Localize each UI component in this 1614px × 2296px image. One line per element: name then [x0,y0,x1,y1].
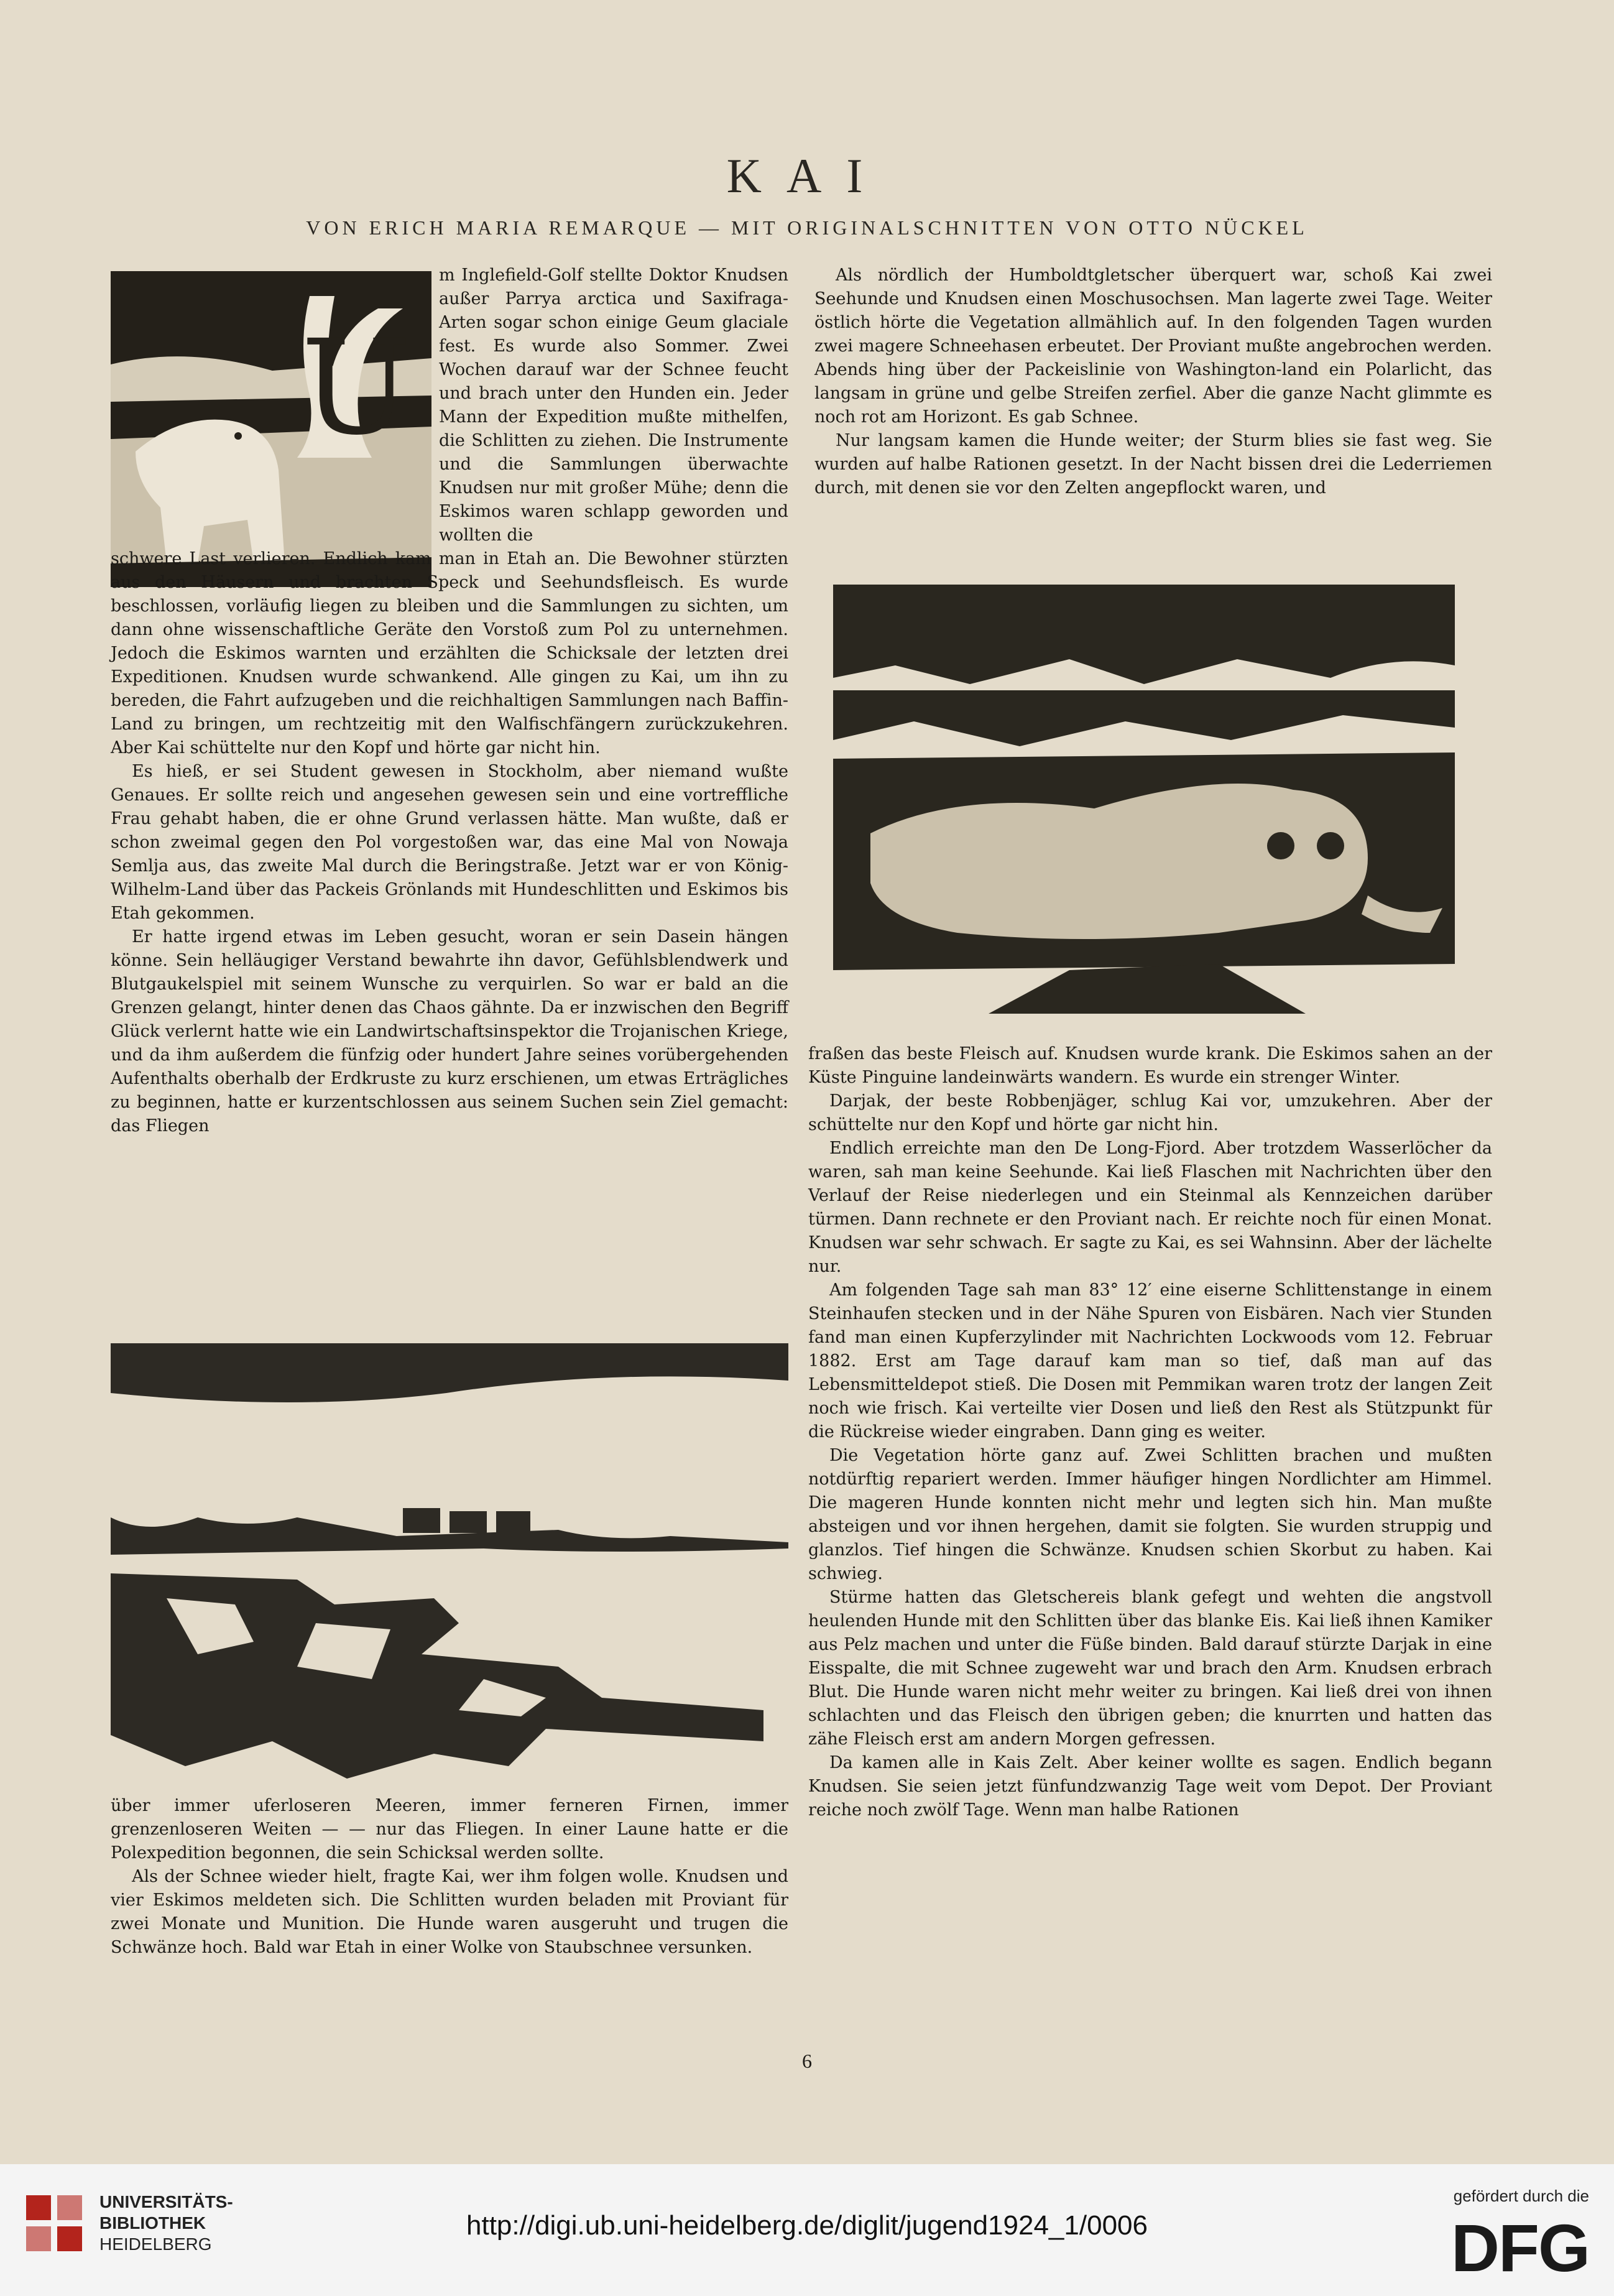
page-number: 6 [802,2050,812,2072]
paragraph: fraßen das beste Fleisch auf. Knudsen wurde krank. Die Eskimos sahen an der Küste Pinguine landeinwärts wandern. Es wurde ein strenger Winter. [808,1044,1492,1087]
paragraph: Als der Schnee wieder hielt, fragte Kai, wer ihm folgen wolle. Knudsen und vier Eskimos meldeten sich. Die Schlitten wurden beladen mit Proviant für zwei Monate und Munition. Die Hunde waren ausgeruht und trugen die Schwänze hoch. Bald war Etah in einer Wolke von Staubschnee versunken. [111,1867,788,1957]
paragraph: Als nördlich der Humboldtgletscher überquert war, schoß Kai zwei Seehunde und Knudsen einen Moschusochsen. Man lagerte zwei Tage. Weiter östlich hörte die Vegetation allmählich auf. In den folgenden Tagen wurden zwei magere Schneehasen erbeutet. Der Proviant mußte angebrochen werden. Abends hing über der Packeislinie von Washington-land ein Polarlicht, das langsam in grüne und gelbe Streifen zerfiel. Aber die ganze Nacht glimmte es noch rot am Horizont. Es gab Schnee. [814,266,1492,427]
paragraph-beside-initial: m Inglefield-Golf stellte Doktor Knudsen außer Parrya arctica und Saxifraga-Arten sogar schon einige Geum glaciale fest. Es wurde also Sommer. Zwei Wochen darauf war der Schnee feucht und brach unter den Hunden ein. Jeder Mann der Expedition mußte mithelfen, die Schlitten zu ziehen. Die Instrumente und die Sammlungen überwachte Knudsen nur mit großer Mühe; denn die Eskimos waren schlapp geworden und wollten die [439,266,788,545]
woodcut-pack-ice-settlement [111,1331,788,1791]
article-title: KAI [726,149,888,203]
paragraph: Nur langsam kamen die Hunde weiter; der Sturm blies sie fast weg. Sie wurden auf halbe Rationen gesetzt. In der Nacht bissen drei die Lederriemen durch, mit denen sie vor den Zelten angepflockt waren, und [814,431,1492,498]
article-subtitle: VON ERICH MARIA REMARQUE — MIT ORIGINALSCHNITTEN VON OTTO NÜCKEL [306,216,1308,239]
paragraph: Darjak, der beste Robbenjäger, schlug Kai vor, umzukehren. Aber der schüttelte nur den Kopf und hörte gar nicht hin. [808,1091,1492,1134]
dfg-logo[interactable]: DFG [1451,2210,1589,2285]
paragraph: Es hieß, er sei Student gewesen in Stockholm, aber niemand wußte Genaues. Er sollte reich und angesehen gewesen sein und eine vortreffliche Frau gehabt haben, die er ohne Grund verlassen hätte. Man wußte, daß er schon zweimal gegen den Pol vorgestoßen war, das eine Mal von Nowaja Semlja aus, das zweite Mal durch die Beringstraße. Jetzt war er von König-Wilhelm-Land über das Packeis Grönlands mit Hundeschlitten und Eskimos bis Etah gekommen. [111,762,788,923]
library-name-line: HEIDELBERG [99,2234,212,2254]
paragraph: schwere Last verlieren. Endlich kam man in Etah an. Die Bewohner stürzten aus den Häusern und brachten Speck und Seehundsfleisch. Es wurde beschlossen, vorläufig liegen zu bleiben und die Sammlungen zu sichten, um dann ohne wissenschaftliche Geräte den Vorstoß zum Pol zu unternehmen. Jedoch die Eskimos warnten und erzählten die Schicksale der letzten drei Expeditionen. Knudsen wurde schwankend. Alle gingen zu Kai, um ihn zu bereden, die Fahrt aufzugeben und die reichhaltigen Sammlungen nach Baffin-Land zu bringen, um rechtzeitig mit den Walfischfängern zurückzukehren. Aber Kai schüttelte nur den Kopf und hörte gar nicht hin. [111,549,788,757]
woodcut-seal-on-ice [833,585,1455,1014]
paragraph: Stürme hatten das Gletschereis blank gefegt und wehten die angstvoll heulenden Hunde mit den Schlitten über das blanke Eis. Kai ließ ihnen Kamiker aus Pelz machen und unter die Füße binden. Bald darauf stürzte Darjak in eine Eisspalte, die mit Schnee zugeweht war und brach den Arm. Knudsen erbrach Blut. Die Hunde waren nicht mehr weiter zu bringen. Kai ließ drei von ihnen schlachten und das Fleisch den übrigen geben; die knurrten und hatten das zähe Fleisch erst am andern Morgen gefressen. [808,1588,1492,1749]
paragraph: Am folgenden Tage sah man 83° 12′ eine eiserne Schlittenstange in einem Steinhaufen stecken und in der Nähe Spuren von Eisbären. Nach vier Stunden fand man einen Kupferzylinder mit Nachrichten Lockwoods vom 12. Februar 1882. Erst am Tage darauf kam man so tief, daß man auf das Lebensmitteldepot stieß. Die Dosen mit Pemmikan waren trotz der langen Zeit noch wie frisch. Kai verteilte vier Dosen und ließ den Rest als Stützpunkt für die Rückreise wieder eingraben. Dann ging es weiter. [808,1280,1492,1442]
library-name-line: UNIVERSITÄTS- [99,2192,233,2211]
funded-by-label: gefördert durch die [1453,2187,1589,2205]
left-column-continued [111,1794,788,1960]
footer-bar [0,2164,1614,2296]
paragraph: Er hatte irgend etwas im Leben gesucht, woran er sein Dasein hängen könne. Sein helläugiger Verstand bewahrte ihn davor, Gefühlsblendwerk und Blutgaukelspiel mit seinem Wunsche zu verquirlen. So war er bald an die Grenzen gelangt, hinter denen das Chaos gähnte. Da er inzwischen den Begriff Glück verlernt hatte wie ein Landwirtschaftsinspektor die Trojanischen Kriege, und da ihm außerdem die fünfzig oder hundert Jahre seines vorübergehenden Aufenthalts oberhalb der Erdkruste zu kurz erschienen, um etwas Erträgliches zu beginnen, hatte er kurzentschlossen aus seinem Suchen sein Ziel gemacht: das Fliegen [111,927,788,1136]
library-name-line: BIBLIOTHEK [99,2213,206,2233]
right-column-top [814,264,1492,500]
drop-cap-initial: U [301,312,412,464]
paragraph: Die Vegetation hörte ganz auf. Zwei Schlitten brachen und mußten notdürftig repariert werden. Immer häufiger hingen Nordlichter am Himmel. Die mageren Hunde konnten nicht mehr und legten sich hin. Man mußte absteigen und vor ihnen hergehen, damit sie folgten. Sie wurden struppig und glanzlos. Tief hingen die Schwänze. Knudsen schien Skorbut zu haben. Kai schwieg. [808,1446,1492,1583]
paragraph: Endlich erreichte man den De Long-Fjord. Aber trotzdem Wasserlöcher da waren, sah man keine Seehunde. Kai ließ Flaschen mit Nachrichten über den Verlauf der Reise niederlegen und ein Steinmal als Kennzeichen darüber türmen. Dann rechnete er den Proviant nach. Er reichte noch für einen Monat. Knudsen war sehr schwach. Er sagte zu Kai, es sei Wahnsinn. Aber der lächelte nur. [808,1139,1492,1276]
paragraph: Da kamen alle in Kais Zelt. Aber keiner wollte es sagen. Endlich begann Knudsen. Sie seien jetzt fünfundzwanzig Tage weit vom Depot. Der Proviant reiche noch zwölf Tage. Wenn man halbe Rationen [808,1753,1492,1820]
paragraph: über immer uferloseren Meeren, immer ferneren Firnen, immer grenzenloseren Weiten — — nur das Fliegen. In einer Laune hatte er die Polexpedition begonnen, die sein Schicksal werden sollte. [111,1796,788,1863]
permalink-url[interactable]: http://digi.ub.uni-heidelberg.de/diglit/jugend1924_1/0006 [466,2210,1148,2241]
right-column [808,1042,1492,1822]
